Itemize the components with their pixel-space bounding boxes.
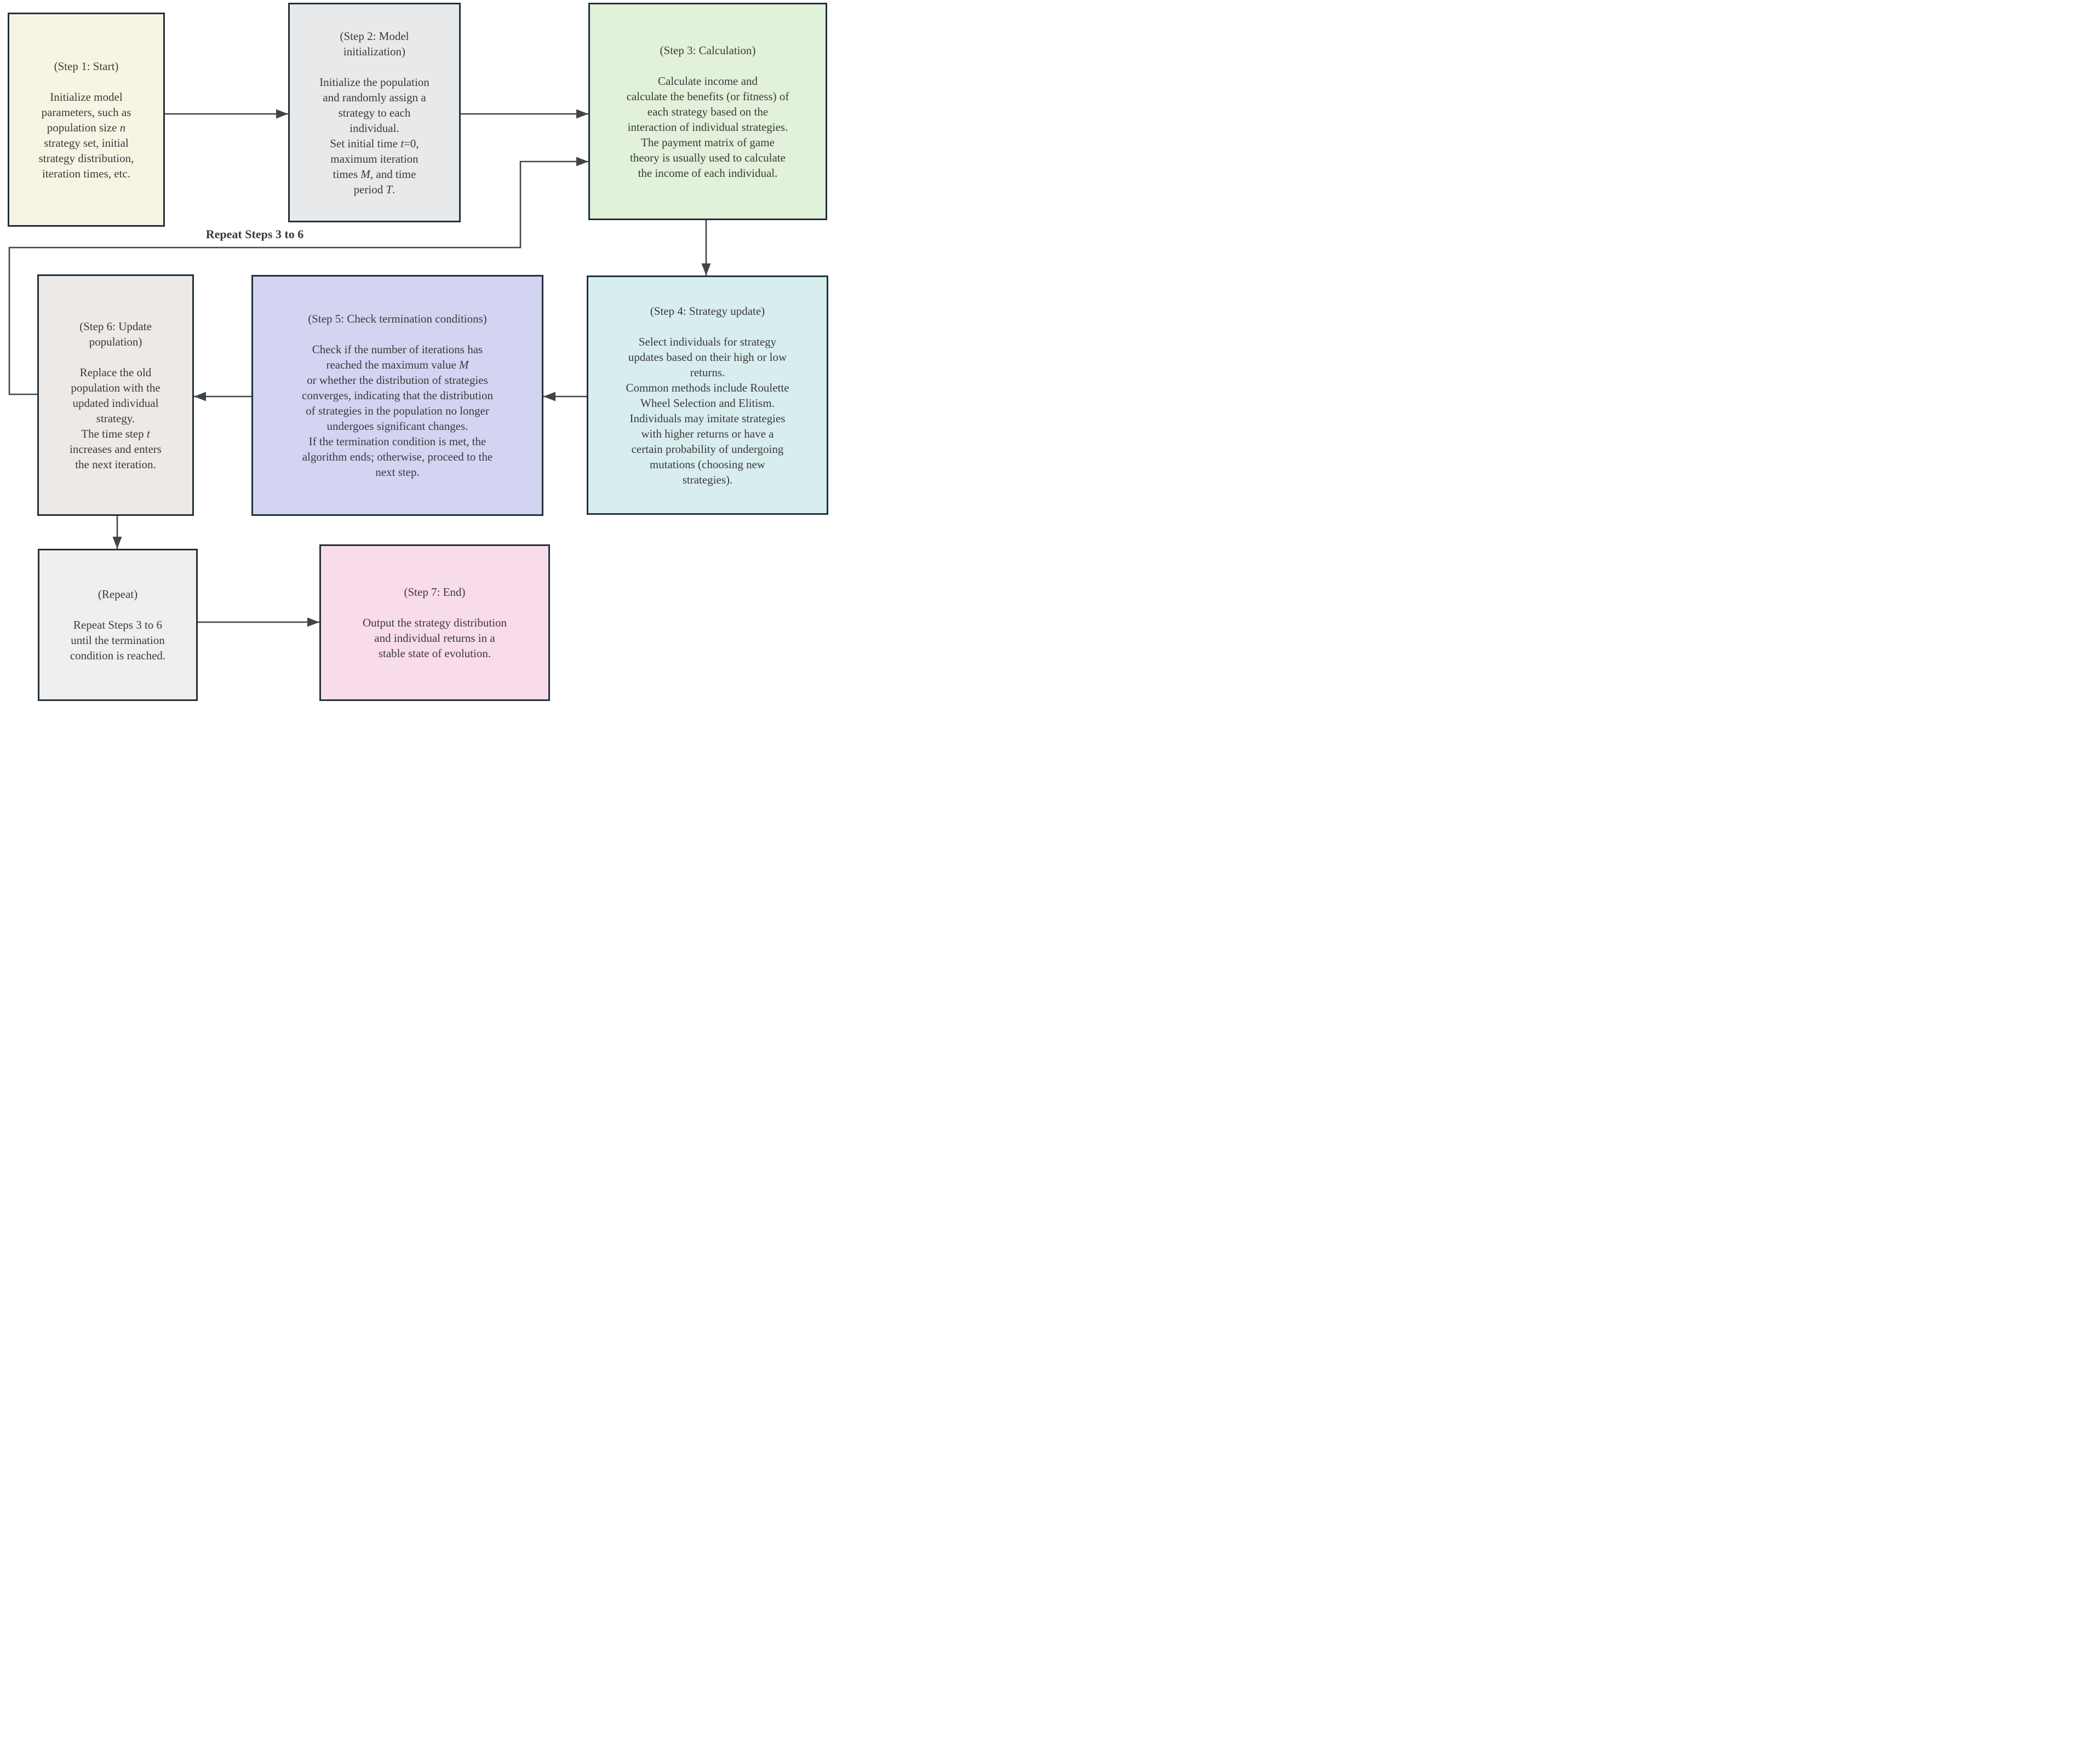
repeat-body: Repeat Steps 3 to 6 until the termination condition is reached. — [70, 618, 166, 662]
flowchart-canvas — [0, 0, 832, 705]
step7-body: Output the strategy distribution and individual returns in a stable state of evolution. — [362, 616, 507, 660]
step6-title: (Step 6: Update population) — [79, 319, 152, 348]
step1-title: (Step 1: Start) — [54, 59, 119, 73]
step4-body: Select individuals for strategy updates based on their high or low returns. Common methods include Roulette Wheel Selection and Elitism. Individuals may imitate strategies with higher returns or have a certain probability of undergoing mutations (choosing new strategies). — [626, 335, 789, 486]
step7-box — [319, 544, 550, 701]
step5-body: Check if the number of iterations has reached the maximum value M or whether the distribution of strategies converges, indicating that the distribution of strategies in the population no longer undergoes significant changes. If the termination condition is met, the algorithm ends; otherwise, proceed to the next step. — [302, 343, 493, 479]
step2-title: (Step 2: Model initialization) — [340, 29, 409, 58]
step4-title: (Step 4: Strategy update) — [650, 304, 765, 318]
step3-box — [588, 3, 827, 220]
step6-box — [37, 274, 194, 516]
step4-box — [587, 275, 828, 515]
step7-title: (Step 7: End) — [404, 585, 466, 599]
repeat-title: (Repeat) — [98, 588, 138, 601]
step3-title: (Step 3: Calculation) — [660, 43, 756, 57]
step6-body: Replace the old population with the updated individual strategy. The time step t increases and enters the next iteration. — [70, 365, 162, 471]
step2-body: Initialize the population and randomly assign a strategy to each individual. Set initial time t=0, maximum iteration times M, and time period T. — [319, 75, 429, 196]
step1-box — [8, 13, 165, 227]
step5-box — [251, 275, 543, 516]
repeat-box — [38, 549, 198, 701]
step1-body: Initialize model parameters, such as population size n strategy set, initial strategy distribution, iteration times, etc. — [38, 90, 134, 180]
step2-box — [288, 3, 461, 222]
step5-title: (Step 5: Check termination conditions) — [308, 312, 487, 325]
repeat-loop-label: Repeat Steps 3 to 6 — [205, 227, 304, 241]
step3-body: Calculate income and calculate the benefits (or fitness) of each strategy based on the interaction of individual strategies. The payment matrix of game theory is usually used to calculate the income of each individual. — [626, 74, 789, 180]
